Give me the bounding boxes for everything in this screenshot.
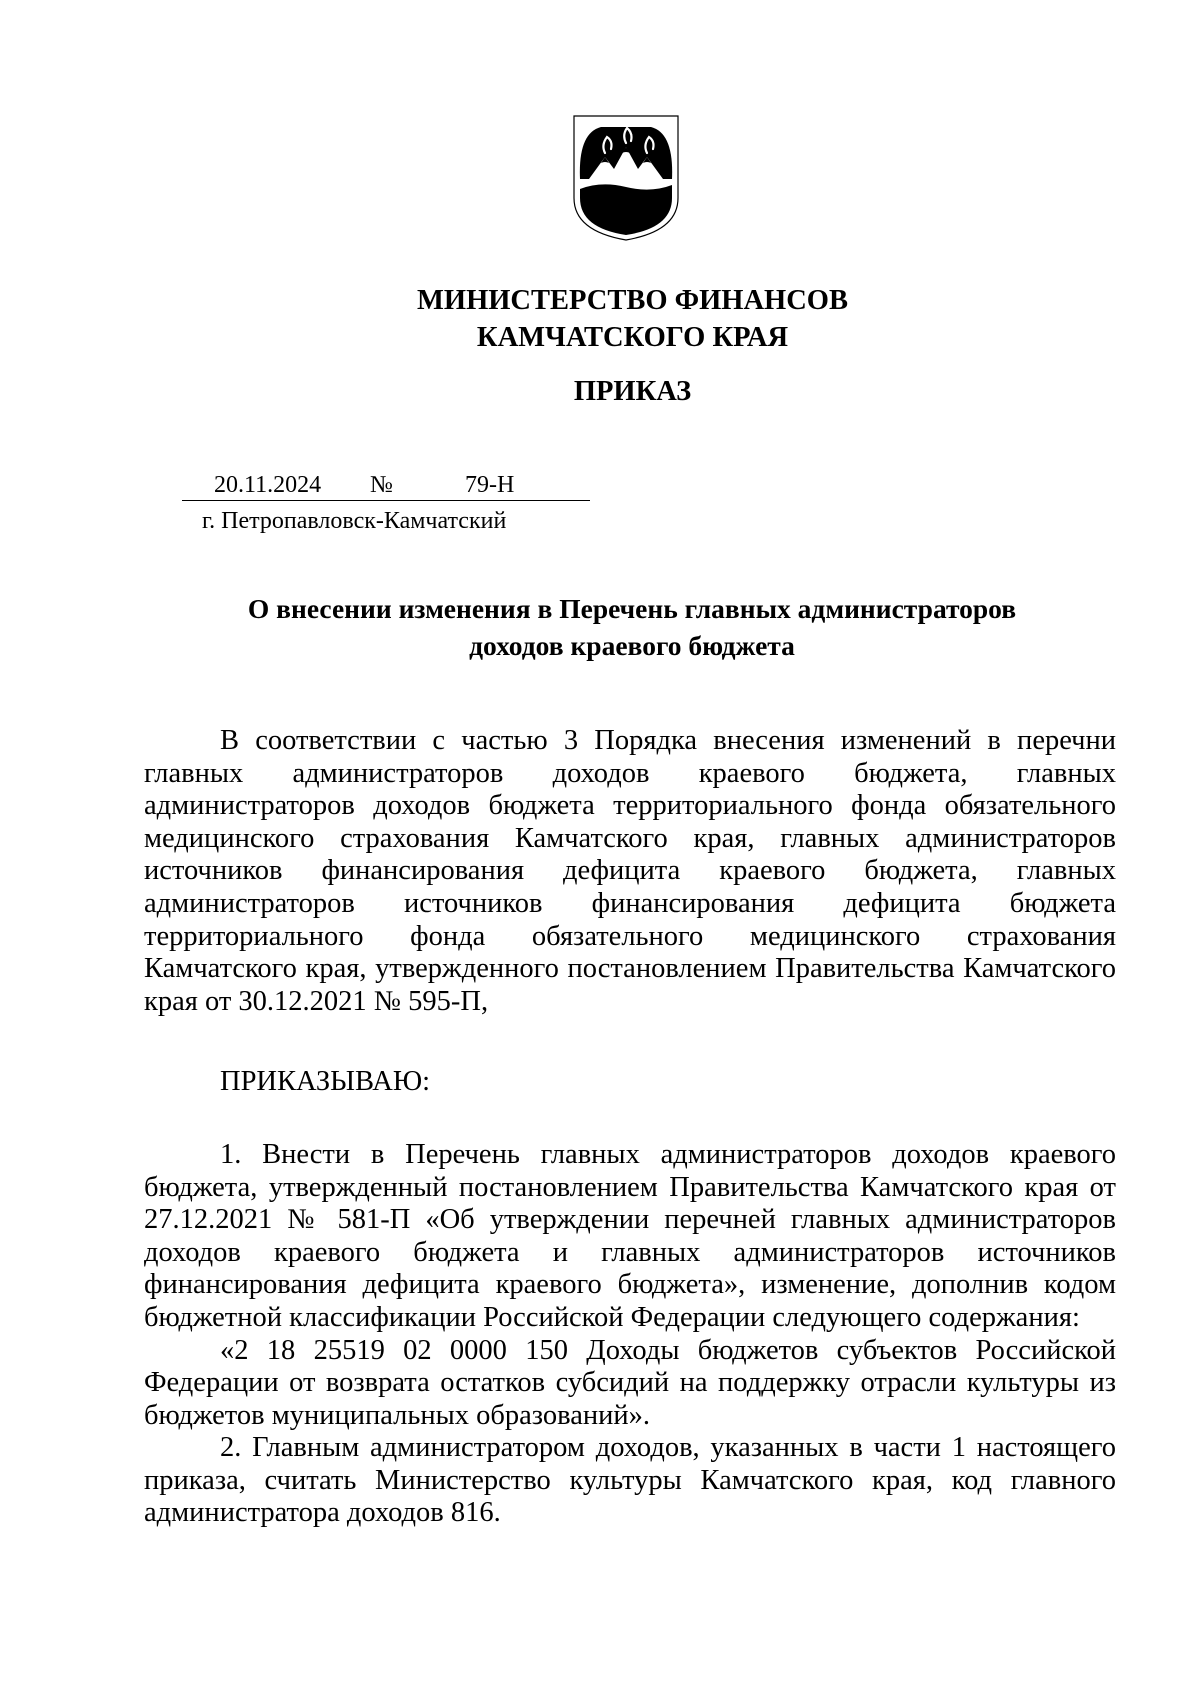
document-body — [144, 725, 1116, 1530]
date-number-line — [182, 470, 590, 501]
item-1-quote: «2 18 25519 02 0000 150 Доходы бюджетов субъектов Российской Федерации от возврата остатков субсидий на поддержку отрасли культуры из бюджетов муниципальных образований». — [144, 1334, 1116, 1431]
organization-line-2: КАМЧАТСКОГО КРАЯ — [476, 322, 789, 353]
kamchatka-coat-of-arms-icon — [571, 113, 681, 243]
item-2-paragraph: 2. Главным администратором доходов, указанных в части 1 настоящего приказа, считать Министерство культуры Камчатского края, код главного администратора доходов 816. — [144, 1432, 1116, 1529]
number-sign: № — [370, 472, 393, 498]
document-type: ПРИКАЗ — [573, 376, 692, 407]
document-subject — [182, 590, 1082, 664]
subject-line-1: О внесении изменения в Перечень главных администраторов — [247, 593, 1017, 624]
organization-name — [0, 282, 1200, 356]
subject-line-2: доходов краевого бюджета — [469, 630, 795, 661]
item-1-paragraph: 1. Внести в Перечень главных администраторов доходов краевого бюджета, утвержденный постановлением Правительства Камчатского края от 27.12.2021 № 581-П «Об утверждении перечней главных администраторов доходов краевого бюджета и главных администраторов источников финансирования дефицита краевого бюджета», изменение, дополнив кодом бюджетной классификации Российской Федерации следующего содержания: — [144, 1138, 1116, 1333]
document-date: 20.11.2024 — [214, 472, 322, 498]
order-word: ПРИКАЗЫВАЮ: — [220, 1066, 431, 1098]
preamble-paragraph: В соответствии с частью 3 Порядка внесения изменений в перечни главных администраторов доходов краевого бюджета, главных администраторов доходов бюджета территориального фонда обязательного медицинского страхования Камчатского края, главных администраторов источников финансирования дефицита краевого бюджета, главных администраторов источников финансирования дефицита бюджета территориального фонда обязательного медицинского страхования Камчатского края, утвержденного постановлением Правительства Камчатского края от 30.12.2021 № 595-П, — [144, 725, 1116, 1017]
document-meta — [182, 470, 590, 534]
document-number: 79-Н — [465, 472, 515, 498]
organization-line-1: МИНИСТЕРСТВО ФИНАНСОВ — [417, 285, 848, 316]
document-city: г. Петропавловск-Камчатский — [202, 508, 507, 534]
